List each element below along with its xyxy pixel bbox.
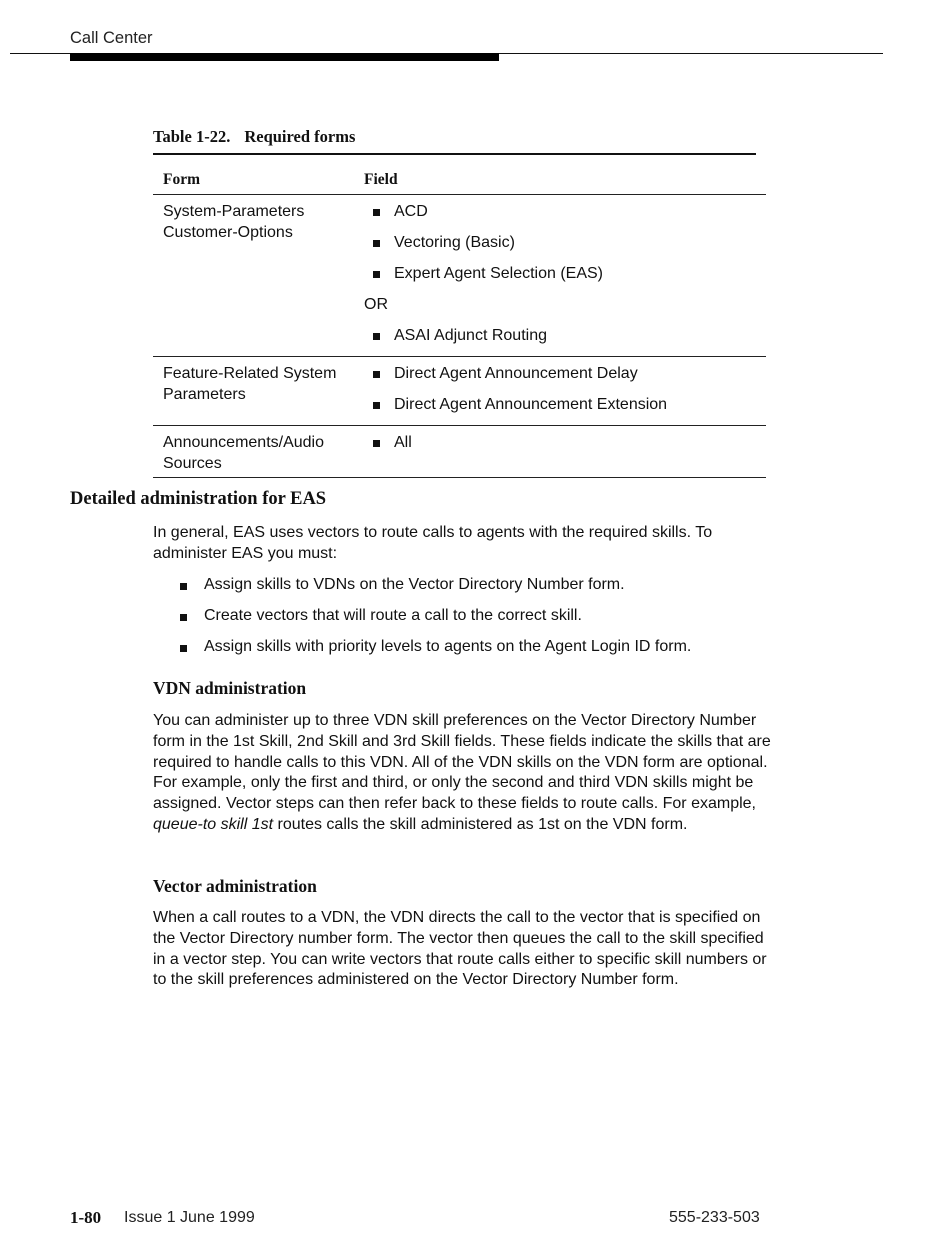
field-cell	[364, 195, 766, 356]
vdn-italic-example: queue-to skill 1st	[153, 815, 274, 833]
form-cell: System-Parameters Customer-Options	[163, 203, 305, 241]
section-heading-vdn: VDN administration	[153, 678, 307, 698]
list-item	[364, 325, 766, 356]
list-item	[364, 363, 766, 394]
table-row	[153, 426, 766, 478]
eas-intro-paragraph: In general, EAS uses vectors to route calls to agents with the required skills. To administer EAS you must:	[153, 524, 713, 562]
bullet-icon	[373, 271, 380, 278]
bullet-icon	[373, 371, 380, 378]
field-text: Expert Agent Selection (EAS)	[394, 265, 603, 282]
section-heading-vector: Vector administration	[153, 876, 317, 896]
table-header-row	[153, 168, 766, 195]
list-item-text: Create vectors that will route a call to the correct skill.	[204, 607, 582, 624]
bullet-icon	[373, 240, 380, 247]
section-heading-eas: Detailed administration for EAS	[70, 489, 327, 509]
column-header-field: Field	[364, 171, 398, 188]
page-number: 1-80	[70, 1208, 102, 1227]
table-top-rule	[153, 153, 756, 155]
bullet-icon	[180, 614, 187, 621]
list-item	[364, 263, 766, 294]
header-bar	[70, 53, 499, 61]
form-cell: Announcements/Audio Sources	[163, 434, 324, 472]
list-item	[153, 636, 773, 667]
field-text: Direct Agent Announcement Delay	[394, 365, 638, 382]
vdn-paragraph	[153, 711, 773, 836]
bullet-icon	[373, 440, 380, 447]
field-text: Direct Agent Announcement Extension	[394, 396, 668, 413]
column-header-form: Form	[163, 171, 201, 188]
running-header: Call Center	[70, 29, 153, 47]
vector-paragraph: When a call routes to a VDN, the VDN directs the call to the vector that is specified on the Vector Directory number form. The vector then queues the call to the skill specified in a vector step. You can write vectors that route calls either to specific skill numbers or to the skill preferences administered on the Vector Directory Number form.	[153, 909, 767, 989]
or-separator	[364, 294, 766, 325]
field-text: Vectoring (Basic)	[394, 234, 515, 251]
field-text: ACD	[394, 203, 428, 220]
table-caption-title: Required forms	[244, 127, 356, 146]
bullet-icon	[180, 645, 187, 652]
list-item	[153, 605, 773, 636]
required-forms-table	[153, 168, 766, 478]
vdn-text-part: routes calls the skill administered as 1st on the VDN form.	[277, 815, 688, 833]
issue-date: Issue 1 June 1999	[124, 1209, 255, 1226]
form-cell: Feature-Related System Parameters	[163, 365, 337, 403]
bullet-icon	[373, 402, 380, 409]
field-cell	[364, 426, 766, 463]
bullet-icon	[180, 583, 187, 590]
table-row	[153, 195, 766, 357]
document-number: 555-233-503	[669, 1209, 760, 1226]
field-text: All	[394, 434, 412, 451]
table-caption	[153, 127, 355, 147]
list-item	[153, 574, 773, 605]
list-item	[364, 201, 766, 232]
table-row	[153, 357, 766, 426]
bullet-icon	[373, 209, 380, 216]
field-text: ASAI Adjunct Routing	[394, 327, 547, 344]
list-item	[364, 232, 766, 263]
bullet-icon	[373, 333, 380, 340]
list-item-text: Assign skills with priority levels to agents on the Agent Login ID form.	[204, 638, 692, 655]
vdn-text-part: You can administer up to three VDN skill preferences on the Vector Directory Number form in the 1st Skill, 2nd Skill and 3rd Skill fields. These fields indicate the skills that are required to handle calls to this VDN. All of the VDN skills on the VDN form are optional. For example, only the first and third, or only the second and third VDN skills might be assigned. Vector steps can then refer back to these fields to route calls. For example,	[153, 712, 771, 813]
table-caption-number: Table 1-22.	[153, 127, 231, 146]
list-item	[364, 432, 766, 463]
or-text: OR	[364, 296, 388, 313]
list-item	[364, 394, 766, 425]
list-item-text: Assign skills to VDNs on the Vector Directory Number form.	[204, 576, 625, 593]
field-cell	[364, 357, 766, 425]
eas-steps-list	[153, 574, 773, 667]
